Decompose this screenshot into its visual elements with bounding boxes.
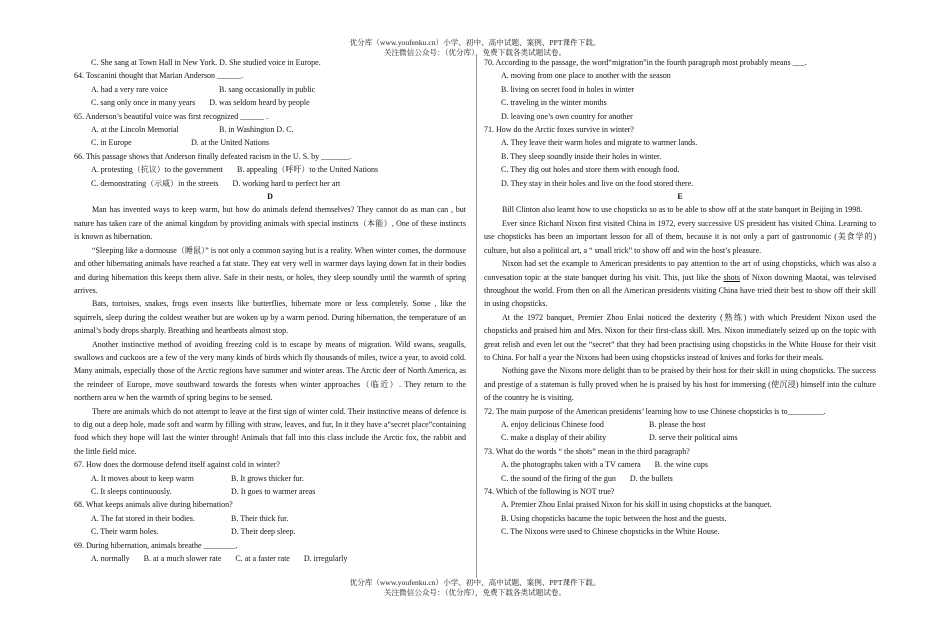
q66-options-cd — [74, 177, 466, 190]
header-line-2: 关注微信公众号：（优分库），免费下载各类试题试卷。 — [383, 47, 567, 57]
q74-option-c: C. The Nixons were used to Chinese chopsticks in the White House. — [501, 527, 720, 537]
q64-option-b: B. sang occasionally in public — [219, 84, 316, 94]
q72-options-cd — [484, 431, 876, 444]
q65-option-b: B. in Washington D. C. — [219, 125, 294, 135]
q67-stem: 67. How does the dormouse defend itself against cold in winter? — [74, 460, 280, 470]
q67-option-a: A. It moves about to keep warm — [91, 473, 194, 483]
q66-options-ab — [74, 163, 466, 176]
q71-option-c: C. They dig out holes and store them with enough food. — [501, 165, 680, 175]
q68-option-b: B. Their thick fur. — [231, 513, 289, 523]
q71-stem: 71. How do the Arctic foxes survive in winter? — [484, 125, 634, 135]
q72-option-a: A. enjoy delicious Chinese food — [501, 419, 604, 429]
q72-stem: 72. The main purpose of the American presidents’ learning how to use Chinese chopsticks is to_________. — [484, 406, 826, 416]
header-line-1: 优分库（www.youfenku.cn）小学、初中、高中试题、案例、PPT课件下载。 — [349, 38, 601, 47]
q68-option-c: C. Their warm holes. — [91, 527, 159, 537]
q68-option-d: D. Their deep sleep. — [231, 527, 296, 537]
q68-option-a: A. The fat stored in their bodies. — [91, 513, 195, 523]
q71-option-b: B. They sleep soundly inside their holes in winter. — [501, 151, 662, 161]
q67-option-b: B. It grows thicker fur. — [231, 473, 304, 483]
q64-options-cd — [74, 96, 466, 109]
section-e-heading: E — [677, 192, 683, 202]
passage-d-paragraph-4: Another instinctive method of avoiding freezing cold is to escape by means of migration. Wild swans, seagulls, swallows and cuckoos are a few of the very many kinds of birds which fly thousands of miles, twice a year, to avoid cold. Many animals, especially those of the Arctic regions have summer and winter areas. The Arctic deer of North America, as the reindeer of Europe, move southward towards the forests when winter approaches（临近）. They return to the northern area w hen the warmth of spring begins to be sensed. — [74, 339, 466, 403]
q73-option-d: D. the bullets — [629, 473, 673, 483]
q70-stem: 70. According to the passage, the word“migration”in the fourth paragraph most probably means ___. — [484, 58, 807, 67]
q66-option-a: A. protesting（抗议）to the government — [91, 165, 223, 175]
passage-d-paragraph-1: Man has invented ways to keep warm, but how do animals defend themselves? They cannot do as man can , but nature has taken care of the animal kingdom by providing animals with special instincts（本能）, One of these instincts is known as hibernation. — [74, 205, 466, 242]
q69-options — [74, 552, 466, 565]
q65-stem: 65. Anderson’s beautiful voice was first recognized ______ . — [74, 111, 269, 121]
q64-option-d: D. was seldom heard by people — [209, 98, 310, 108]
q73-options-ab — [484, 458, 876, 471]
q73-stem: 73. What do the words “ the shots” mean in the third paragraph? — [484, 446, 690, 456]
q64-option-c: C. sang only once in many years — [91, 98, 196, 108]
section-d-heading: D — [267, 192, 273, 202]
q64-option-a: A. had a very rare voice — [91, 84, 168, 94]
q70-option-c: C. traveling in the winter months — [501, 98, 607, 108]
left-column — [74, 56, 466, 565]
q71-option-d: D. They stay in their holes and live on the food stored there. — [501, 178, 694, 188]
q70-option-a: A. moving from one place to another with the season — [501, 71, 671, 81]
q71-option-a: A. They leave their warm holes and migrate to warmer lands. — [501, 138, 698, 148]
q65-option-d: D. at the United Nations — [191, 138, 269, 148]
q67-option-d: D. It goes to warmer areas — [231, 487, 316, 496]
q68-options-ab — [74, 512, 466, 525]
q66-option-b: B. appealing（呼吁）to the United Nations — [236, 165, 379, 175]
q66-stem: 66. This passage shows that Anderson finally defeated racism in the U. S. by _______. — [74, 151, 352, 161]
q74-option-b: B. Using chopsticks bacame the topic between the host and the guests. — [501, 513, 727, 523]
q73-option-b: B. the wine cups — [654, 460, 708, 470]
q69-option-a: A. normally — [91, 554, 130, 564]
q70-option-b: B. living on secret food in holes in winter — [501, 84, 635, 94]
passage-e-paragraph-4: At the 1972 banquet, Premier Zhou Enlai noticed the dexterity (熟练) with which President Nixon used the chopsticks and praised him and Mrs. Nixon for their first-class skill. Mrs. Nixon immediately seized up on the topic with great relish and even let out the “secret” that they had been practising using chopsticks in the White House for their visit to China. For half a year the Nixons had been using chopsticks instead of knives and forks for their meals. — [484, 312, 876, 362]
q67-options-ab — [74, 472, 466, 485]
q69-stem: 69. During hibernation, animals breathe ________. — [74, 540, 238, 550]
q74-option-a: A. Premier Zhou Enlai praised Nixon for his skill in using chopsticks at the banquet. — [501, 500, 772, 510]
q65-options-ab — [74, 123, 466, 136]
q67-option-c: C. It sleeps continuously. — [91, 487, 172, 496]
q65-option-c: C. in Europe — [91, 138, 132, 148]
q72-option-c: C. make a display of their ability — [501, 433, 607, 443]
right-column — [484, 56, 876, 539]
q69-option-d: D. irregularly — [303, 554, 348, 564]
footer-line-1: 优分库（www.youfenku.cn）小学、初中、高中试题、案例、PPT课件下载。 — [349, 578, 601, 587]
q66-option-d: D. working hard to perfect her art — [232, 178, 341, 188]
q66-option-c: C. demonstrating（示威）in the streets — [91, 178, 219, 188]
q68-stem: 68. What keeps animals alive during hibernation? — [74, 500, 233, 510]
column-divider — [476, 56, 477, 578]
passage-d-paragraph-3: Bats, tortoises, snakes, frogs even insects like butterflies, hibernate more or less completely. Some , like the squirrels, sleep during the coldest weather but are woken up by a warm period. During hibernation, the temperature of an animal’s body drops sharply. Breathing and heartbeats almost stop. — [74, 299, 466, 336]
q69-option-b: B. at a much slower rate — [143, 554, 222, 564]
q64-stem: 64. Toscanini thought that Marian Anderson ______. — [74, 71, 244, 81]
q68-options-cd — [74, 525, 466, 538]
q73-option-c: C. the sound of the firing of the gun — [501, 473, 616, 483]
page-footer — [0, 578, 950, 597]
passage-e-paragraph-2: Ever since Richard Nixon first visited China in 1972, every successive US president has visited China. Learning to use chopsticks has been an important lesson for all of them, because it is not only a part of gastronomic (美食学的) culture, but also a political art, a “ small trick” to show off and win the host’s pleasure. — [484, 218, 876, 255]
q65-option-a: A. at the Lincoln Memorial — [91, 125, 179, 135]
underlined-word-shots: shots — [723, 272, 740, 282]
q69-option-c: C. at a faster rate — [235, 554, 290, 564]
q63-options: C. She sang at Town Hall in New York. D. She studied voice in Europe. — [91, 58, 321, 67]
paragraph-3-start: Nixon had set the example to American presidents to pay attention to the art of using chopsticks, which was also a convesation topic at the state banquet during his visit. This, just like the — [484, 259, 876, 282]
q72-options-ab — [484, 418, 876, 431]
passage-e-paragraph-3 — [484, 257, 876, 311]
q65-options-cd — [74, 136, 466, 149]
page-header — [0, 38, 950, 57]
q74-stem: 74. Which of the following is NOT true? — [484, 487, 615, 496]
q72-option-b: B. please the host — [649, 419, 706, 429]
q64-options-ab — [74, 83, 466, 96]
footer-line-2: 关注微信公众号：（优分库），免费下载各类试题试卷。 — [383, 587, 567, 597]
passage-d-paragraph-5: There are animals which do not attempt to leave at the first sign of winter cold. Their instinctive means of defence is to dig out a deep hole, made soft and warm by filling with straw, leaves, and fur, In it they have a“secret place”containing food which they hope will last the winter through! Animals that fall into this class include the Arctic fox, the rabbit and the little field mice. — [74, 406, 466, 456]
q73-option-a: A. the photographs taken with a TV camera — [501, 460, 641, 470]
paragraph-3-end: of Nixon downing Maotai, was televised throughout the world. From then on all the American presidents visiting China have tried their best to show off their skill in using chopsticks. — [484, 272, 877, 309]
passage-d-paragraph-2: “Sleeping like a dormouse（睡鼠）” is not only a common saying but is a reality. When winter comes, the dormouse and other hibernating animals have reached a fat state. They eat very well in warmer days laying down fat in their bodies and during hibernation this keeps them alive. Safe in their nests, or holes, they sleep soundly until the warmth of spring arrives. — [74, 245, 466, 295]
q67-options-cd — [74, 485, 466, 498]
q70-option-d: D. leaving one’s own country for another — [501, 111, 633, 121]
q72-option-d: D. serve their political aims — [649, 433, 738, 443]
passage-e-paragraph-5: Nothing gave the Nixons more delight than to be praised by their host for their skill in using chopsticks. The success and prestige of a stateman is fully proved when he is praised by his host for immersing (使沉浸) himself into the culture of the country he is visiting. — [484, 366, 876, 403]
q73-options-cd — [484, 472, 876, 485]
passage-e-paragraph-1: Bill Clinton also learnt how to use chopsticks so as to be able to show off at the state banquet in Beijing in 1998. — [502, 205, 863, 215]
